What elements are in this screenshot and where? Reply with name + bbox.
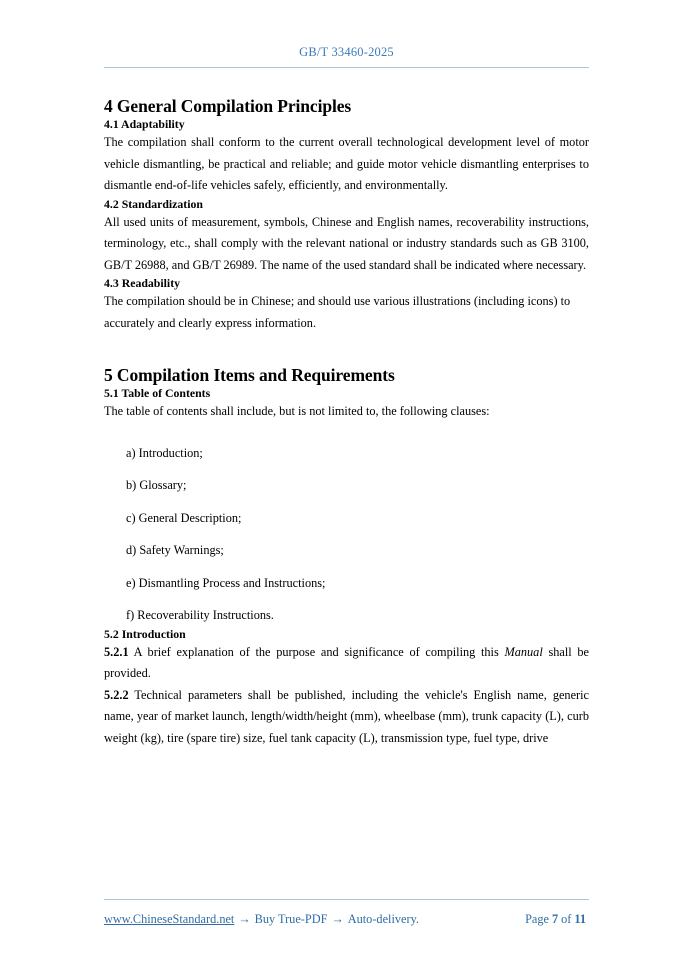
footer-site-link[interactable]: www.ChineseStandard.net — [104, 912, 235, 926]
page-footer — [104, 899, 589, 928]
subsection-heading-4-3: 4.3 Readability — [104, 276, 181, 290]
clause-text: Technical parameters shall be published, including the vehicle's English name, generic name, year of market launch, length/width/height (mm), wheelbase (mm), trunk capacity (L), curb weight (kg), tire (spare tire) size, fuel tank capacity (L), transmission type, fuel type, drive — [104, 687, 589, 745]
total-page-count: 11 — [574, 912, 586, 926]
page-header — [104, 44, 589, 68]
subsection-heading-5-2: 5.2 Introduction — [104, 626, 186, 641]
arrow-right-icon: → — [331, 912, 344, 926]
subsection-heading-5-1: 5.1 Table of Contents — [104, 386, 211, 400]
list-item: a) Introduction; — [126, 445, 203, 460]
paragraph-5-1-intro: The table of contents shall include, but is not limited to, the following clauses: — [104, 404, 490, 418]
footer-promo-text-2: Auto-delivery. — [347, 912, 419, 926]
clause-number: 5.2.1 — [104, 644, 129, 659]
arrow-right-icon: → — [238, 912, 251, 926]
list-item: e) Dismantling Process and Instructions; — [126, 575, 326, 590]
subsection-heading-4-1: 4.1 Adaptability — [104, 117, 185, 131]
subsection-heading-4-2: 4.2 Standardization — [104, 196, 203, 211]
paragraph-4-2: All used units of measurement, symbols, Chinese and English names, recoverability instructions, terminology, etc., shall comply with the relevant national or industry standards such as GB 3100, GB/T 26988, and GB/T 26989. The name of the used standard shall be indicated where necessary. — [104, 214, 589, 272]
footer-promo — [104, 910, 419, 928]
page-label: Page — [525, 912, 549, 926]
of-label: of — [561, 912, 572, 926]
page-indicator — [525, 910, 589, 928]
paragraph-4-3: The compilation should be in Chinese; and should use various illustrations (including icons) to accurately and clearly express information. — [104, 294, 571, 330]
clause-5-2-2 — [104, 685, 589, 750]
clause-text-after: shall be provided. — [104, 644, 590, 680]
header-standard-code: GB/T 33460-2025 — [299, 45, 394, 59]
footer-promo-text-1: Buy True-PDF — [254, 912, 328, 926]
list-item: c) General Description; — [126, 510, 242, 525]
current-page-number: 7 — [551, 912, 559, 926]
clause-5-2-1 — [104, 642, 589, 685]
clause-number: 5.2.2 — [104, 687, 129, 702]
section-heading-4: 4 General Compilation Principles — [104, 96, 352, 116]
header-divider — [104, 67, 589, 68]
document-body — [104, 95, 589, 749]
section-heading-5: 5 Compilation Items and Requirements — [104, 365, 395, 385]
footer-divider — [104, 899, 589, 900]
clause-italic-term: Manual — [504, 644, 543, 659]
list-item: d) Safety Warnings; — [126, 543, 224, 557]
list-item: f) Recoverability Instructions. — [126, 608, 274, 622]
paragraph-4-1: The compilation shall conform to the current overall technological development level of motor vehicle dismantling, be practical and reliable; and guide motor vehicle dismantling enterprises to dismantle end-of-life vehicles safely, efficiently, and environmentally. — [104, 135, 589, 192]
clause-text-before: A brief explanation of the purpose and significance of compiling this — [128, 644, 505, 659]
list-item: b) Glossary; — [126, 478, 187, 492]
